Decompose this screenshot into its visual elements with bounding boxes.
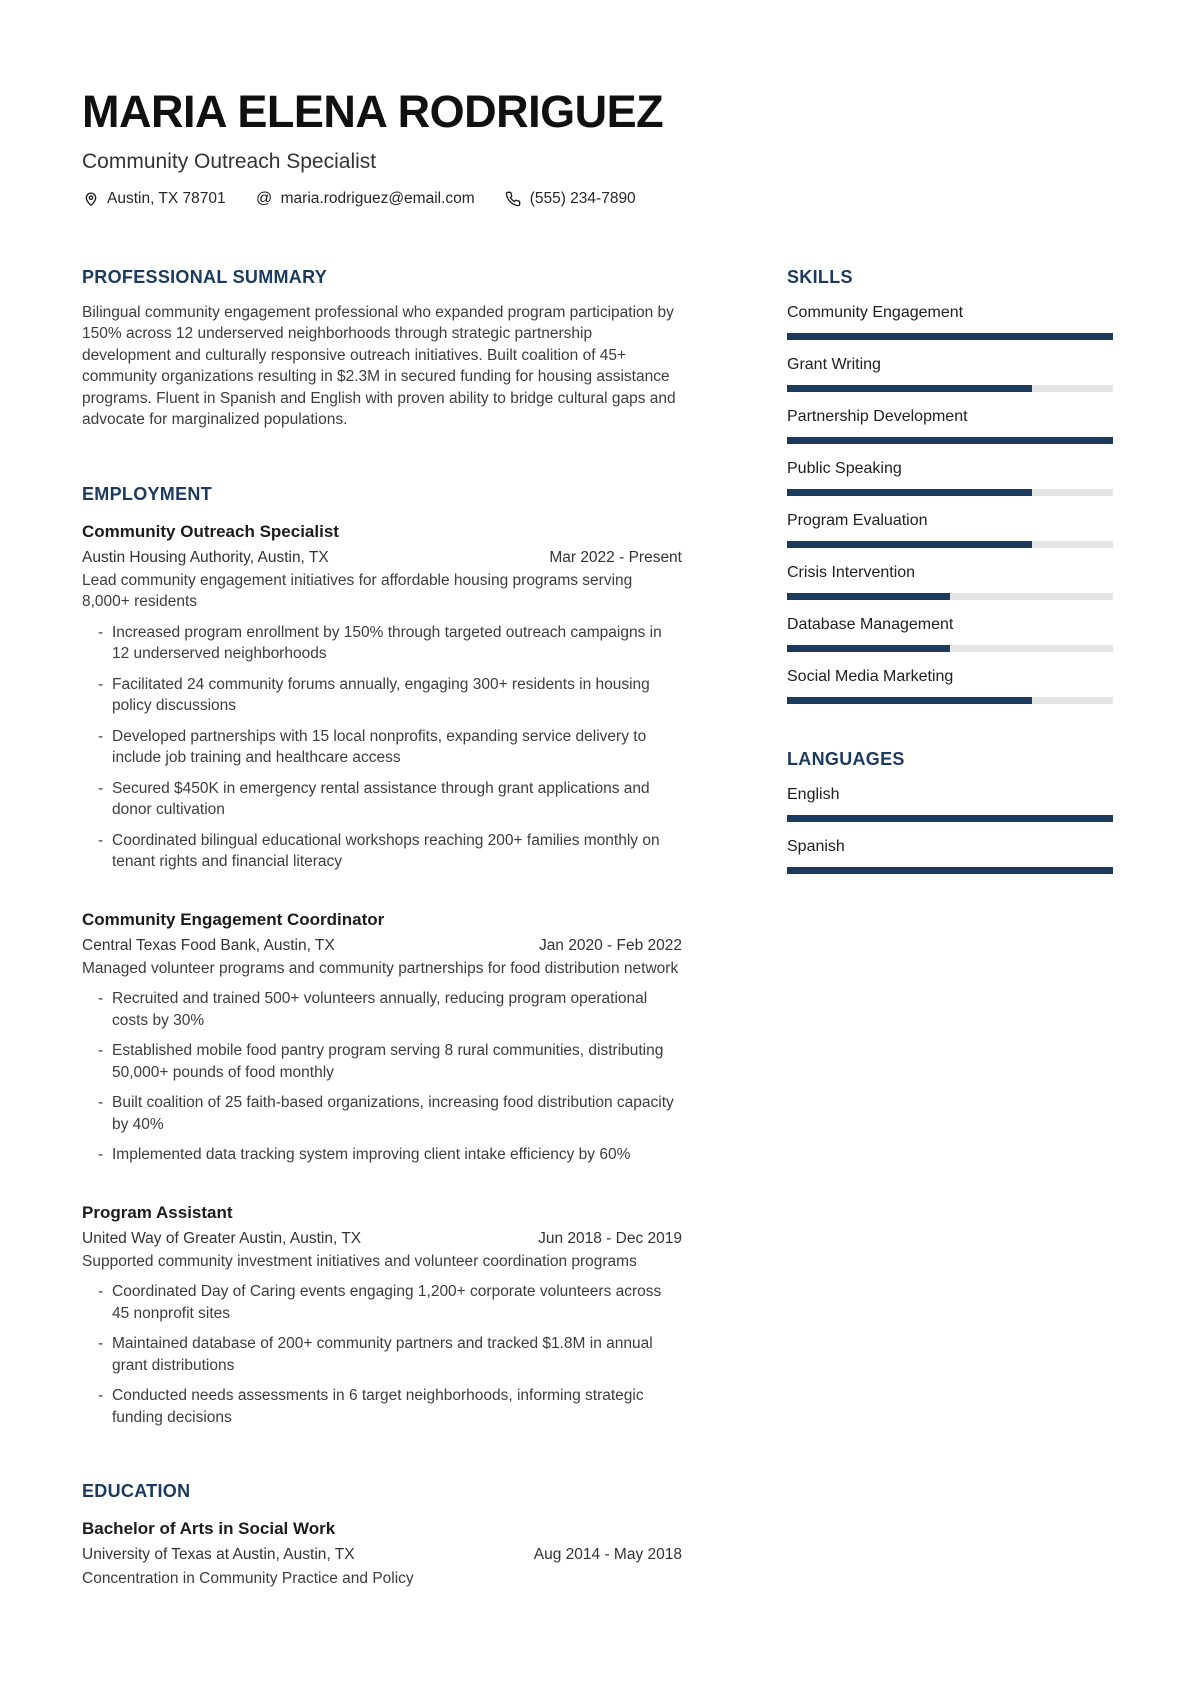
skill-item: [787, 563, 1113, 600]
bullet-dash: -: [98, 1146, 104, 1164]
bullet-text: Built coalition of 25 faith-based organizations, increasing food distribution capacity by 40%: [112, 1094, 674, 1133]
skill-label: Program Evaluation: [787, 511, 928, 529]
job-bullets: [82, 988, 682, 1166]
job-title: Community Outreach Specialist: [82, 521, 339, 541]
summary-section: [82, 266, 682, 431]
bullet-item: [82, 778, 682, 821]
bullet-item: [82, 1092, 682, 1135]
skills-section: [787, 266, 1113, 704]
bullet-text: Increased program enrollment by 150% through targeted outreach campaigns in 12 underserved neighborhoods: [112, 623, 662, 663]
resume-header: [82, 88, 1113, 208]
degree-title: Bachelor of Arts in Social Work: [82, 1519, 336, 1539]
job-dates: Jan 2020 - Feb 2022: [538, 936, 682, 954]
bullet-dash: -: [98, 1094, 104, 1112]
bullet-item: [82, 1144, 682, 1166]
language-item: [787, 785, 1113, 822]
job-bullets: [82, 622, 682, 873]
bullet-item: [82, 988, 682, 1031]
bullet-text: Implemented data tracking system improving client intake efficiency by 60%: [112, 1146, 631, 1164]
bullet-text: Coordinated Day of Caring events engaging 1,200+ corporate volunteers across 45 nonprofit sites: [112, 1283, 662, 1322]
bullet-dash: -: [98, 727, 104, 745]
candidate-title: Community Outreach Specialist: [82, 149, 377, 173]
skill-label: Partnership Development: [787, 407, 968, 425]
summary-heading: PROFESSIONAL SUMMARY: [82, 266, 328, 287]
bullet-item: [82, 726, 682, 769]
bullet-dash: -: [98, 831, 104, 849]
bullet-text: Conducted needs assessments in 6 target neighborhoods, informing strategic funding decisions: [112, 1387, 644, 1426]
skill-item: [787, 407, 1113, 444]
sidebar-column: [787, 266, 1113, 1590]
job-dates: Jun 2018 - Dec 2019: [538, 1229, 682, 1247]
skill-label: Grant Writing: [787, 355, 881, 373]
skill-bar-fill: [787, 645, 950, 652]
bullet-item: [82, 1040, 682, 1083]
bullet-dash: -: [98, 675, 104, 693]
skills-heading: SKILLS: [787, 266, 853, 287]
job-description: Lead community engagement initiatives for affordable housing programs serving 8,000+ residents: [82, 571, 633, 611]
skill-bar-track: [787, 385, 1113, 392]
employment-heading: EMPLOYMENT: [82, 483, 213, 504]
skill-item: [787, 303, 1113, 340]
language-bar-track: [787, 815, 1113, 822]
language-bar-track: [787, 867, 1113, 874]
bullet-dash: -: [98, 990, 104, 1008]
skill-bar-track: [787, 333, 1113, 340]
job-company: Central Texas Food Bank, Austin, TX: [82, 936, 335, 954]
bullet-dash: -: [98, 779, 104, 797]
skill-bar-fill: [787, 333, 1113, 340]
language-bar-fill: [787, 815, 1113, 822]
bullet-item: [82, 622, 682, 665]
skill-item: [787, 615, 1113, 652]
skill-label: Public Speaking: [787, 459, 902, 477]
candidate-name: MARIA ELENA RODRIGUEZ: [82, 86, 664, 137]
language-item: [787, 837, 1113, 874]
education-section: [82, 1480, 682, 1590]
language-label: English: [787, 785, 840, 803]
languages-section: [787, 748, 1113, 874]
job-dates: Mar 2022 - Present: [549, 548, 682, 566]
education-concentration: Concentration in Community Practice and Policy: [82, 1570, 414, 1588]
education-heading: EDUCATION: [82, 1481, 191, 1502]
job-title: Community Engagement Coordinator: [82, 909, 385, 929]
skill-label: Community Engagement: [787, 303, 964, 321]
job-description: Managed volunteer programs and community partnerships for food distribution network: [82, 959, 679, 977]
skill-item: [787, 667, 1113, 704]
job-company: Austin Housing Authority, Austin, TX: [82, 548, 329, 566]
job-description: Supported community investment initiatives and volunteer coordination programs: [82, 1252, 637, 1270]
skill-bar-track: [787, 593, 1113, 600]
job-bullets: [82, 1281, 682, 1428]
skill-label: Crisis Intervention: [787, 563, 916, 581]
contact-text: (555) 234-7890: [529, 189, 636, 207]
job-entry: [82, 1202, 682, 1429]
bullet-dash: -: [98, 1283, 104, 1301]
skill-item: [787, 459, 1113, 496]
phone-icon: [505, 190, 522, 207]
job-company: United Way of Greater Austin, Austin, TX: [82, 1229, 362, 1247]
skill-label: Social Media Marketing: [787, 667, 954, 685]
bullet-dash: -: [98, 1335, 104, 1353]
bullet-text: Developed partnerships with 15 local nonprofits, expanding service delivery to include job training and healthcare access: [112, 727, 647, 767]
skill-bar-fill: [787, 697, 1032, 704]
skill-bar-track: [787, 697, 1113, 704]
skill-bar-track: [787, 489, 1113, 496]
contact-row: [82, 190, 1113, 208]
skill-bar-track: [787, 645, 1113, 652]
bullet-item: [82, 674, 682, 717]
job-title: Program Assistant: [82, 1202, 233, 1222]
employment-section: [82, 483, 682, 1429]
bullet-text: Established mobile food pantry program serving 8 rural communities, distributing 50,000+ pounds of food monthly: [112, 1042, 664, 1081]
languages-heading: LANGUAGES: [787, 748, 905, 769]
bullet-text: Secured $450K in emergency rental assistance through grant applications and donor cultivation: [112, 779, 650, 819]
skill-bar-fill: [787, 593, 950, 600]
skill-bar-fill: [787, 437, 1113, 444]
job-entry: [82, 909, 682, 1166]
language-bar-fill: [787, 867, 1113, 874]
skill-bar-fill: [787, 489, 1032, 496]
bullet-item: [82, 830, 682, 873]
skill-bar-track: [787, 541, 1113, 548]
summary-body: Bilingual community engagement professional who expanded program participation by 150% across 12 underserved neighborhoods through strategic partnership development and culturally responsive outreach initiatives. Built coalition of 45+ community organizations resulting in $2.3M in secured funding for housing assistance programs. Fluent in Spanish and English with proven ability to bridge cultural gaps and advocate for marginalized populations.: [82, 303, 676, 429]
skill-bar-fill: [787, 385, 1032, 392]
skill-bar-track: [787, 437, 1113, 444]
skill-item: [787, 511, 1113, 548]
bullet-text: Facilitated 24 community forums annually, engaging 300+ residents in housing policy discussions: [112, 675, 650, 715]
contact-item: [82, 190, 226, 208]
education-school: University of Texas at Austin, Austin, TX: [82, 1546, 355, 1564]
bullet-item: [82, 1385, 682, 1428]
skill-label: Database Management: [787, 615, 954, 633]
bullet-text: Coordinated bilingual educational workshops reaching 200+ families monthly on tenant rights and financial literacy: [112, 831, 660, 871]
bullet-dash: -: [98, 623, 104, 641]
at-icon: @: [256, 189, 273, 207]
location-icon: [82, 190, 99, 207]
bullet-text: Maintained database of 200+ community partners and tracked $1.8M in annual grant distributions: [112, 1335, 653, 1374]
skill-item: [787, 355, 1113, 392]
bullet-dash: -: [98, 1387, 104, 1405]
bullet-dash: -: [98, 1042, 104, 1060]
bullet-item: [82, 1333, 682, 1376]
main-column: [82, 266, 682, 1590]
contact-item: [256, 190, 475, 208]
bullet-item: [82, 1281, 682, 1324]
job-entry: [82, 521, 682, 873]
education-dates: Aug 2014 - May 2018: [533, 1546, 682, 1564]
skill-bar-fill: [787, 541, 1032, 548]
contact-text: Austin, TX 78701: [107, 189, 226, 207]
bullet-text: Recruited and trained 500+ volunteers annually, reducing program operational costs by 30%: [112, 990, 648, 1029]
language-label: Spanish: [787, 837, 845, 855]
contact-text: maria.rodriguez@email.com: [280, 189, 475, 207]
contact-item: [505, 190, 636, 208]
